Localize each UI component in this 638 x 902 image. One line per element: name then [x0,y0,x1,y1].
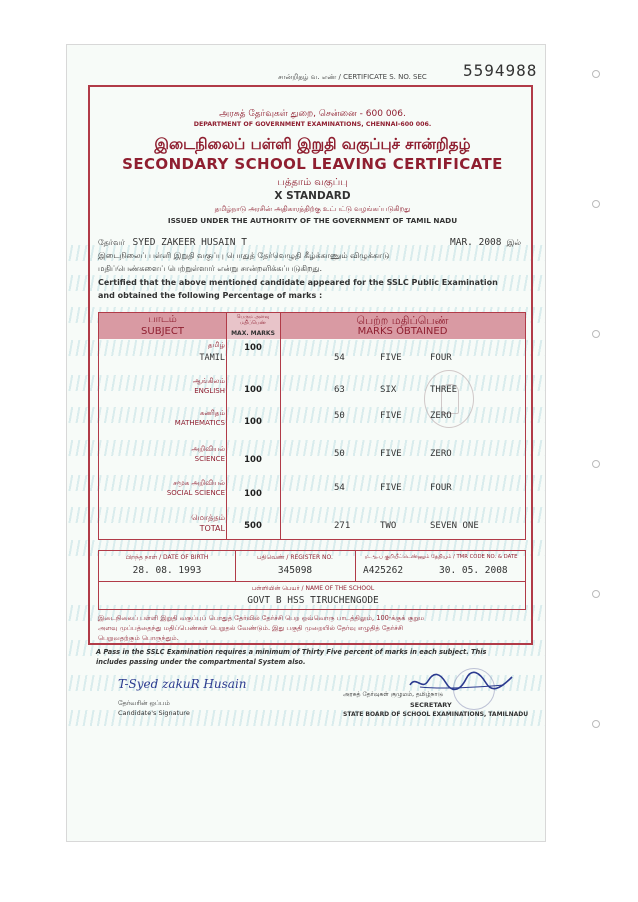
subject-en: ENGLISH [194,387,225,395]
department-ta: அரசுத் தேர்வுகள் துறை, சென்னை - 600 006. [219,109,406,119]
marks-header [280,313,525,339]
title-ta: இடைநிலைப் பள்ளி இறுதி வகுப்புச் சான்றிதழ் [154,135,471,153]
exam-session: MAR. 2008 [450,237,502,248]
school-row [98,582,526,610]
subject-ta: ஆங்கிலம் [192,377,225,385]
total-max: 500 [244,521,262,531]
pass-rule-ta-2: அளவு முப்பத்தைந்து மதிப்பெண்கள் பெறுதல் வேண்டும். இது பகுதி முறையில் தேர்வு எழுதித் தேர்ச்சி [98,624,404,632]
subject-ta: கணிதம் [199,409,225,417]
subject-en: TAMIL [199,353,225,363]
register-number-label: பதிவெண் / REGISTER NO. [257,554,333,561]
table-row [99,341,527,375]
pass-rule-en-1: A Pass in the SSLC Examination requires a minimum of Thirty Five percent of marks in each subject. This [96,648,487,656]
candidate-signature-text: T-Syed zakuR Husain [118,677,247,691]
candidate-signature [118,673,268,695]
marks-number: 54 [334,353,345,363]
certificate-frame [88,85,533,645]
secretary-label: SECRETARY [410,701,452,709]
subject-en: SCIENCE [194,455,225,463]
candidate-name: SYED ZAKEER HUSAIN T [132,237,247,248]
statement-line4: Certified that the above mentioned candidate appeared for the SSLC Public Examination [98,278,498,287]
certificate-number: 5594988 [463,61,538,80]
marks-words-2: FOUR [430,353,452,363]
marks-words-2: THREE [430,385,458,395]
binding-hole [592,720,600,728]
dob-label: பிறந்த நாள் / DATE OF BIRTH [125,554,209,561]
marks-number: 63 [334,385,345,395]
total-words-2: SEVEN ONE [430,521,479,531]
marks-table [98,312,526,540]
tmr-date: 30. 05. 2008 [439,565,508,576]
max-marks: 100 [244,417,262,427]
dob-value: 28. 08. 1993 [132,565,202,576]
binding-hole [592,200,600,208]
marks-header-en: MARKS OBTAINED [357,326,448,337]
secretary-signature [408,669,518,693]
max-header [226,313,280,339]
table-row [99,407,527,441]
school-label: பள்ளியின் பெயர் / NAME OF THE SCHOOL [251,585,375,592]
total-words-1: TWO [380,521,397,531]
certificate-number-label: சான்றிதழ் வ. எண் / CERTIFICATE S. NO. SEC [278,73,427,81]
statement-line5: and obtained the following Percentage of marks : [98,291,323,300]
max-marks: 100 [244,455,262,465]
pass-rule-ta-3: பெறுவதற்கும் பொருந்தும். [98,634,179,642]
department-en: DEPARTMENT OF GOVERNMENT EXAMINATIONS, CHENNAI-600 006. [193,121,432,128]
binding-hole [592,70,600,78]
max-marks: 100 [244,343,262,353]
statement-line3: மதிப்பெண்களைப் பெற்றுள்ளார் என்று சான்றளிக்கப்படுகிறது. [98,264,323,273]
total-label-en: TOTAL [199,524,225,533]
marks-header-ta: பெற்ற மதிப்பெண் [356,314,449,327]
authority-en: ISSUED UNDER THE AUTHORITY OF THE GOVERNMENT OF TAMIL NADU [167,216,458,225]
marks-words-1: FIVE [380,353,402,363]
subject-header-ta: பாடம் [148,314,177,325]
subject-ta: சமூக அறிவியல் [173,479,225,487]
marks-words-1: FIVE [380,411,402,421]
statement-line1 [98,237,528,248]
pass-rule-ta-1: இடைநிலைப் பள்ளி இறுதி வகுப்புப் பொதுத் தேர்வில் தேர்ச்சி பெற ஒவ்வொரு பாடத்திலும், 100-க்குக் குறும [98,614,425,622]
marks-number: 50 [334,411,345,421]
subject-header-en: SUBJECT [141,326,184,337]
candidate-signature-label-ta: தேர்வரின் ஒப்பம் [118,699,170,707]
title-en: SECONDARY SCHOOL LEAVING CERTIFICATE [122,155,503,173]
subject-en: MATHEMATICS [174,419,225,427]
max-header-en: MAX. MARKS [231,330,275,337]
table-row [99,375,527,409]
standard-ta: பத்தாம் வகுப்பு [277,177,348,188]
subject-header [99,313,226,339]
binding-hole [592,330,600,338]
school-name: GOVT B HSS TIRUCHENGODE [247,595,379,606]
marks-words-2: FOUR [430,483,452,493]
max-marks: 100 [244,385,262,395]
table-row [99,443,527,477]
marks-words-1: SIX [380,385,397,395]
max-marks: 100 [244,489,262,499]
suffix-ta: இல் [506,238,521,247]
authority-ta: தமிழ்நாடு அரசின் அதிகாரத்திற்கு உட்பட்டு வழங்கப்படுகிறது [214,205,411,213]
subject-ta: தமிழ் [207,341,225,349]
total-marks-number: 271 [334,521,351,531]
binding-hole [592,590,600,598]
table-row [99,477,527,511]
total-label-ta: மொத்தம் [191,513,225,522]
pass-rule-en-2: includes passing under the compartmental System also. [96,658,306,666]
marks-number: 54 [334,483,345,493]
prefix-ta: தேர்வர் [98,238,125,247]
max-header-ta: பெரும அளவு மதிப்பெண் [236,314,270,326]
subject-ta: அறிவியல் [191,445,225,453]
total-row [99,511,527,539]
secretary-board: STATE BOARD OF SCHOOL EXAMINATIONS, TAMILNADU [343,711,529,718]
standard-en: X STANDARD [274,190,351,202]
binding-hole [592,460,600,468]
marks-number: 50 [334,449,345,459]
marks-words-1: FIVE [380,449,402,459]
register-number: 345098 [277,565,313,576]
statement-line2: இடைநிலைப் பள்ளி இறுதி வகுப்பு பொதுத் தேர்வெழுதி கீழ்க்காணும் விழுக்காடு [98,251,390,260]
marks-words-2: ZERO [430,411,452,421]
secretary-label-ta: அரசுத் தேர்வுகள் குழுமம், தமிழ்நாடு [343,691,443,698]
tmr-code-label: ம.ஆ.ப குறியீட்டெண்ணும் தேதியும் / TMR CODE NO. & DATE [364,554,518,560]
marks-words-1: FIVE [380,483,402,493]
tmr-code: A425262 [363,565,404,576]
candidate-signature-label-en: Candidate's Signature [118,709,190,717]
details-row [98,550,526,582]
certificate [88,61,538,803]
marks-words-2: ZERO [430,449,452,459]
subject-en: SOCIAL SCIENCE [166,489,225,497]
